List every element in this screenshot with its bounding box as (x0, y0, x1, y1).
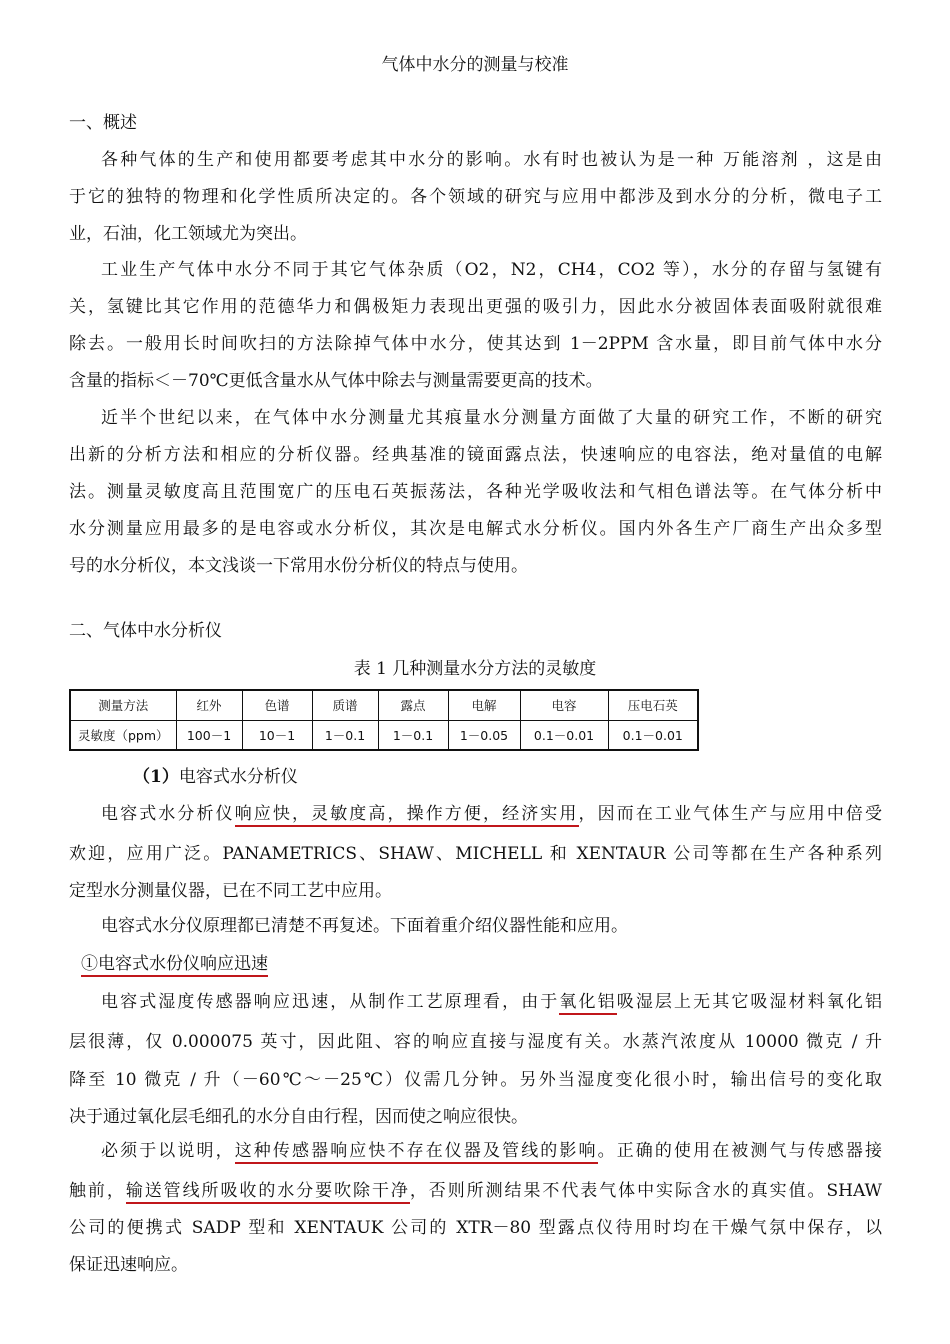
table-cell: 100－1 (176, 720, 242, 750)
table-cell: 灵敏度（ppm） (70, 720, 176, 750)
paragraph-line: 层很薄，仅 0.000075 英寸，因此阻、容的响应直接与湿度有关。水蒸汽浓度从 10000 微克 / 升 (69, 1032, 882, 1052)
table-header-cell: 测量方法 (70, 690, 176, 720)
table-cell: 0.1－0.01 (608, 720, 698, 750)
table-header-cell: 色谱 (242, 690, 312, 720)
sensitivity-table (69, 689, 699, 751)
text-span: ，否则所测结果不代表气体中实际含水的真实值。SHAW (409, 1181, 883, 1201)
table-header-row (70, 690, 698, 720)
table-cell: 1－0.1 (378, 720, 448, 750)
paragraph-line: 公司的便携式 SADP 型和 XENTAUK 公司的 XTR－80 型露点仪待用时均在干燥气氛中保存，以 (69, 1218, 882, 1238)
text-span: ，因而在工业气体生产与应用中倍受 (578, 804, 883, 824)
table-header-cell: 露点 (378, 690, 448, 720)
paragraph-line (101, 1139, 882, 1163)
point-heading (81, 952, 268, 976)
table-cell: 1－0.05 (448, 720, 520, 750)
paragraph-line: 号的水分析仪，本文浅谈一下常用水份分析仪的特点与使用。 (69, 556, 528, 576)
table-header-cell: 电容 (520, 690, 608, 720)
table-cell: 10－1 (242, 720, 312, 750)
paragraph-line: 工业生产气体中水分不同于其它气体杂质（O2，N2，CH4，CO2 等），水分的存留与氢键有 (101, 260, 882, 280)
paragraph-line: 保证迅速响应。 (69, 1255, 188, 1275)
table-header-cell: 质谱 (312, 690, 378, 720)
text-span: 必须于以说明， (101, 1141, 235, 1161)
paragraph-line: 水分测量应用最多的是电容或水分析仪，其次是电解式水分析仪。国内外各生产厂商生产出众多型 (69, 519, 882, 539)
highlighted-phrase: ①电容式水份仪响应迅速 (81, 954, 268, 977)
paragraph-line: 决于通过氧化层毛细孔的水分自由行程，因而使之响应很快。 (69, 1107, 528, 1127)
subsection-number: （1） (133, 767, 179, 787)
table-cell: 0.1－0.01 (520, 720, 608, 750)
highlighted-phrase: 这种传感器响应快不存在仪器及管线的影响 (235, 1141, 598, 1164)
paragraph-line: 近半个世纪以来，在气体中水分测量尤其痕量水分测量方面做了大量的研究工作，不断的研究 (101, 408, 882, 428)
table-cell: 1－0.1 (312, 720, 378, 750)
highlighted-phrase: 氧化铝 (559, 992, 616, 1015)
section-heading-analyzers: 二、气体中水分析仪 (69, 621, 222, 641)
table-header-cell: 电解 (448, 690, 520, 720)
paragraph-line: 各种气体的生产和使用都要考虑其中水分的影响。水有时也被认为是一种 万能溶剂 ，这是由 (101, 150, 882, 170)
page-title: 气体中水分的测量与校准 (381, 55, 569, 75)
text-span: 。正确的使用在被测气与传感器接 (597, 1141, 883, 1161)
paragraph-line (101, 990, 882, 1014)
paragraph-line: 欢迎，应用广泛。PANAMETRICS、SHAW、MICHELL 和 XENTAUR 公司等都在生产各种系列 (69, 844, 883, 864)
paragraph-line (69, 1179, 882, 1203)
highlighted-phrase: 输送管线所吸收的水分要吹除干净 (126, 1181, 410, 1204)
paragraph-line: 出新的分析方法和相应的分析仪器。经典基准的镜面露点法，快速响应的电容法，绝对量值的电解 (69, 445, 882, 465)
subsection-heading (133, 765, 298, 789)
highlighted-phrase: 响应快，灵敏度高，操作方便，经济实用 (235, 804, 579, 827)
table-header-cell: 压电石英 (608, 690, 698, 720)
text-span: 吸湿层上无其它吸湿材料氧化铝 (616, 992, 883, 1012)
paragraph-line: 关，氢键比其它作用的范德华力和偶极矩力表现出更强的吸引力，因此水分被固体表面吸附就很难 (69, 297, 882, 317)
paragraph-line: 定型水分测量仪器，已在不同工艺中应用。 (69, 881, 392, 901)
paragraph-line: 业，石油，化工领域尤为突出。 (69, 224, 307, 244)
text-span: 电容式水分析仪 (101, 804, 235, 824)
table-caption: 表 1 几种测量水分方法的灵敏度 (353, 659, 597, 679)
paragraph-line: 降至 10 微克 / 升（－60℃～－25℃）仪需几分钟。另外当湿度变化很小时，输出信号的变化取 (69, 1070, 882, 1090)
section-heading-overview: 一、概述 (69, 113, 137, 133)
paragraph-line: 电容式水分仪原理都已清楚不再复述。下面着重介绍仪器性能和应用。 (101, 916, 628, 936)
paragraph-line: 于它的独特的物理和化学性质所决定的。各个领域的研究与应用中都涉及到水分的分析，微电子工 (69, 187, 882, 207)
text-span: 触前， (69, 1181, 126, 1201)
paragraph-line (101, 802, 882, 826)
paragraph-line: 除去。一般用长时间吹扫的方法除掉气体中水分，使其达到 1－2PPM 含水量，即目前气体中水分 (69, 334, 882, 354)
table-header-cell: 红外 (176, 690, 242, 720)
paragraph-line: 法。测量灵敏度高且范围宽广的压电石英振荡法，各种光学吸收法和气相色谱法等。在气体分析中 (69, 482, 882, 502)
subsection-title: 电容式水分析仪 (178, 767, 298, 787)
text-span: 电容式湿度传感器响应迅速，从制作工艺原理看，由于 (101, 992, 560, 1012)
table-row (70, 720, 698, 750)
paragraph-line: 含量的指标＜－70℃更低含量水从气体中除去与测量需要更高的技术。 (69, 371, 603, 391)
